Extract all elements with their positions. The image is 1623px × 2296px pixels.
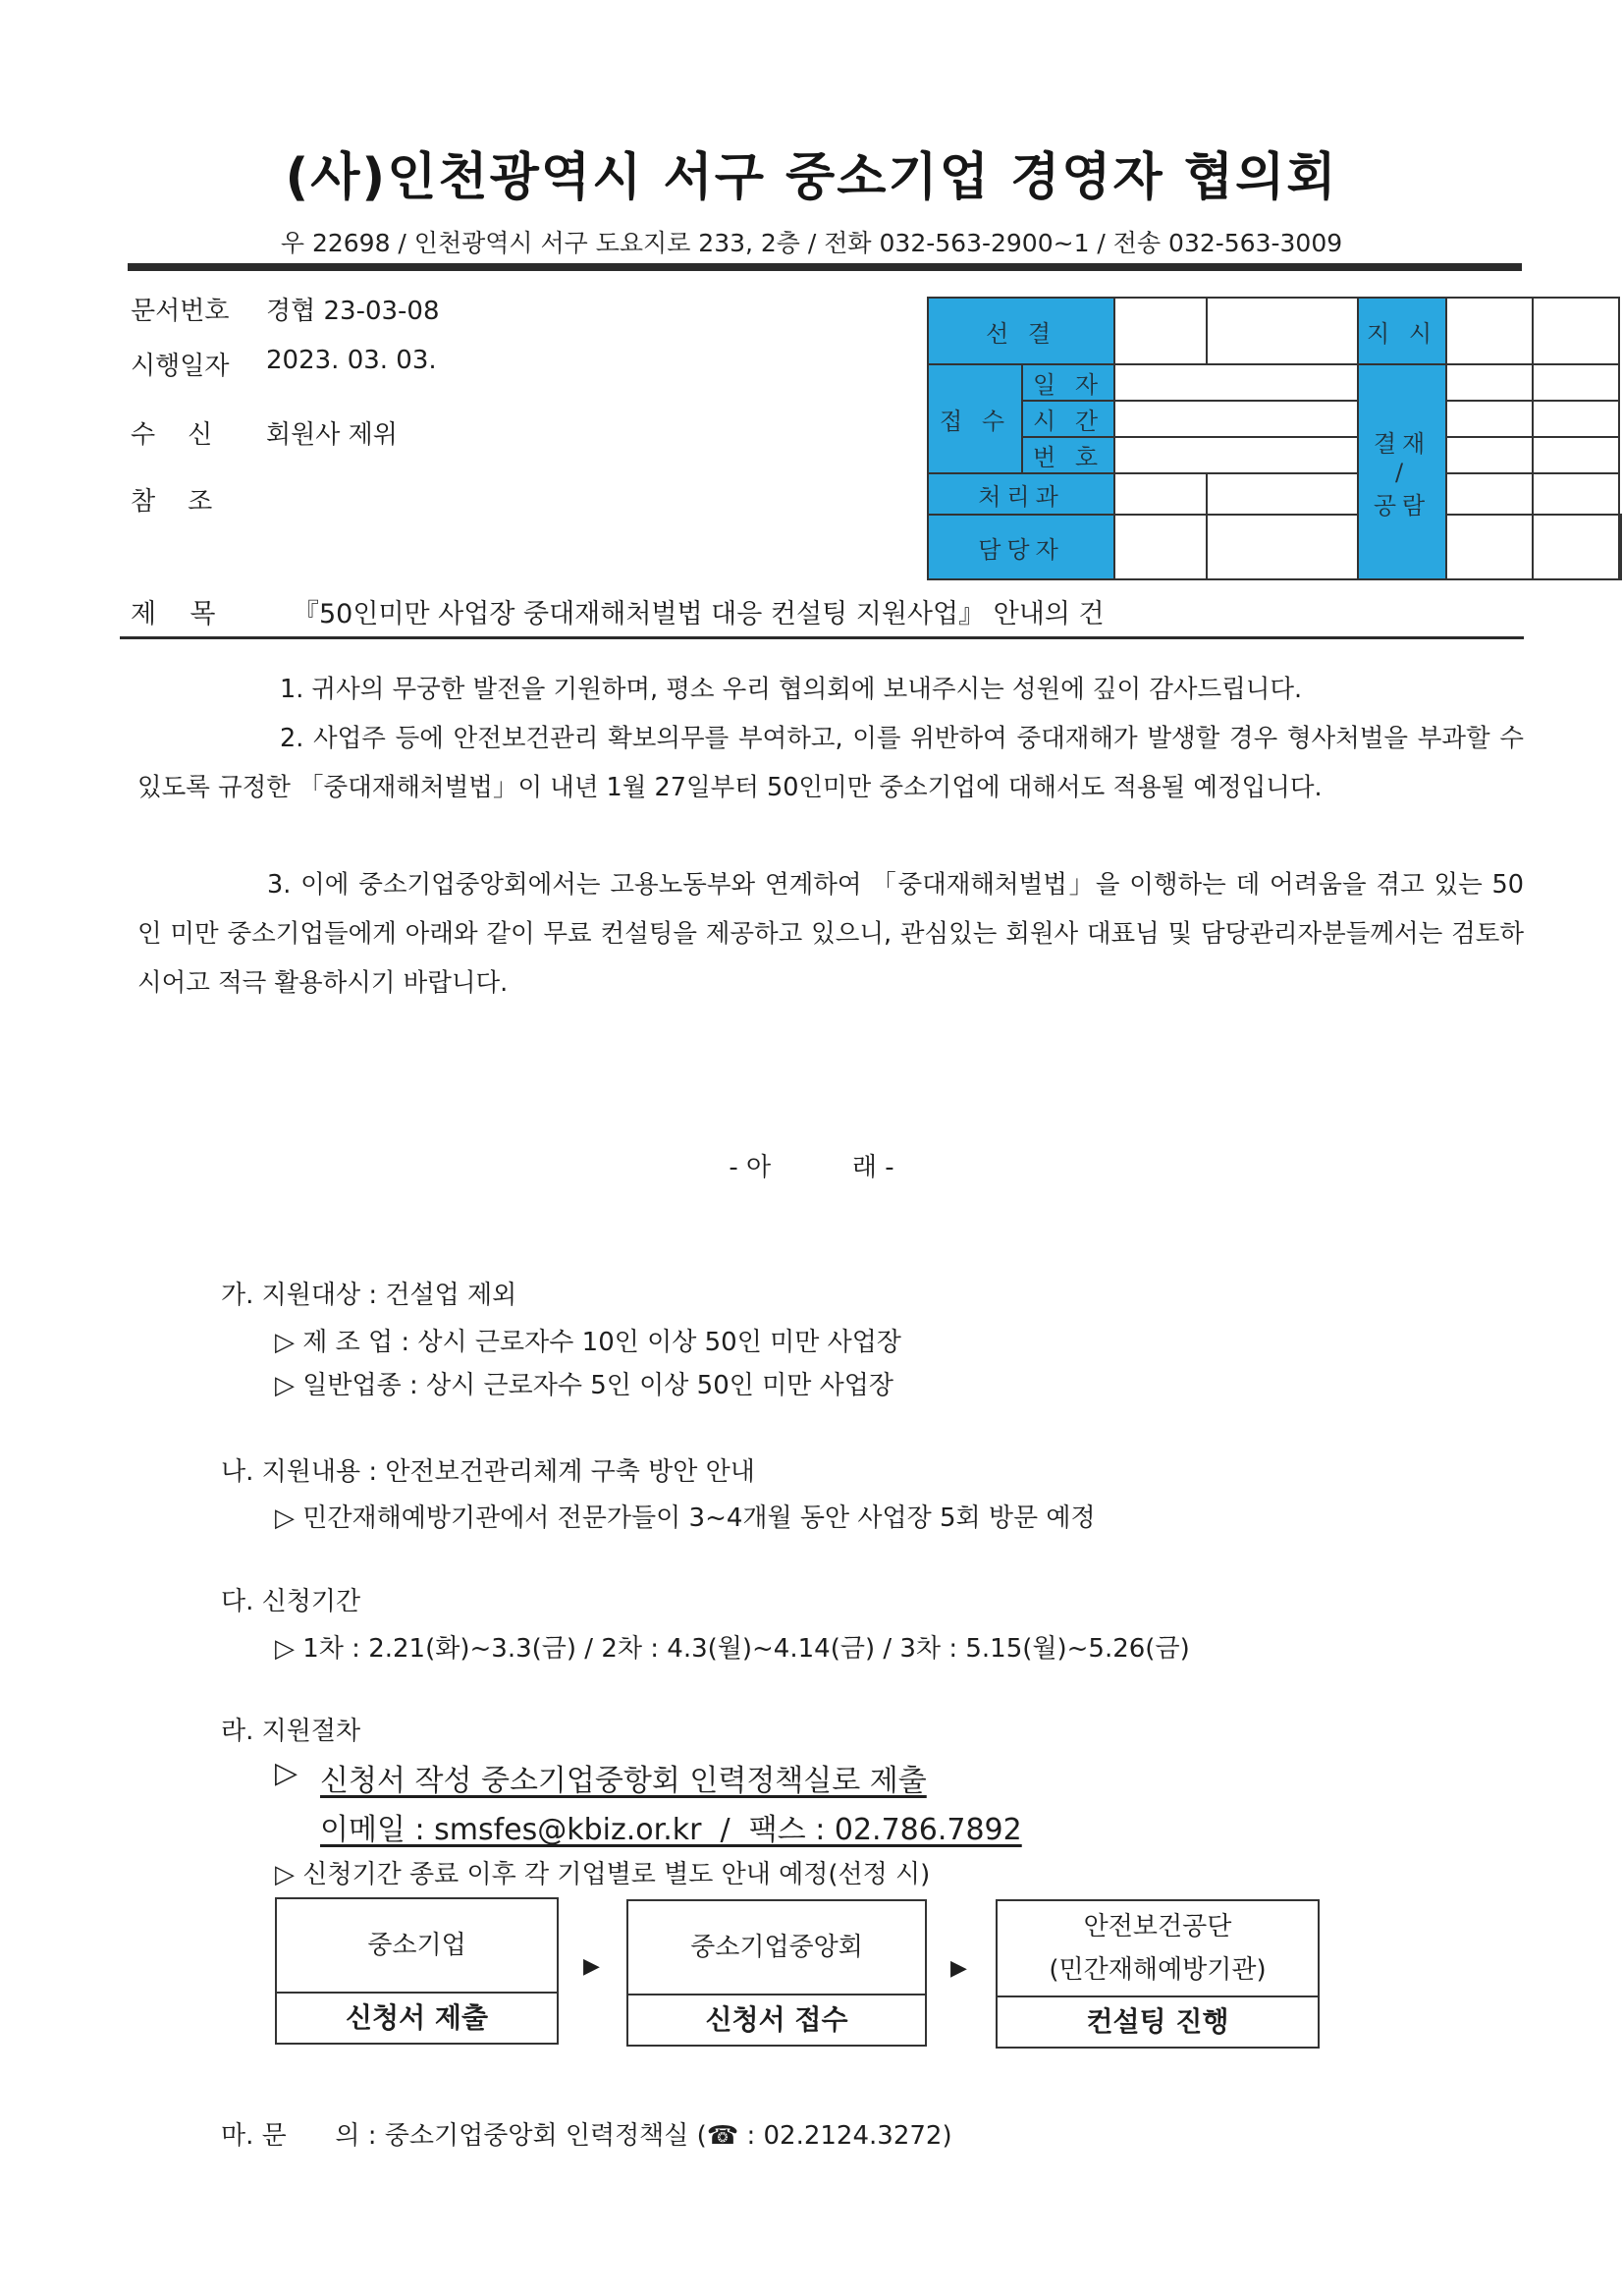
approval-gyeoljae-text: 결재 <box>1373 429 1432 458</box>
section-ra-arrow: ▷ <box>275 1756 298 1790</box>
paragraph-1 <box>137 665 1524 714</box>
flow-step-2 <box>626 1899 927 2047</box>
date: 2023. 03. 03. <box>266 346 437 375</box>
reference-label: 참 조 <box>131 487 213 517</box>
approval-cell <box>1533 298 1619 364</box>
approval-damdangja: 담당자 <box>928 515 1114 579</box>
approval-cheorigwa: 처리과 <box>928 473 1114 515</box>
flow-step-1-action: 신청서 제출 <box>277 1992 557 2043</box>
paragraph-2-text: 2. 사업주 등에 안전보건관리 확보의무를 부여하고, 이를 위반하여 중대재해가 발생할 경우 형사처벌을 부과할 수 있도록 규정한 「중대재해처벌법」이 내년 1월 27일부터 50인미만 중소기업에 대해서도 적용될 예정입니다. <box>137 724 1524 802</box>
approval-table <box>927 297 1622 580</box>
paragraph-3 <box>137 860 1524 1008</box>
subject-divider <box>120 636 1524 639</box>
flow-step-3-org-sub: (민간재해예방기관) <box>1049 1955 1267 1985</box>
approval-cell <box>1533 515 1619 579</box>
section-ma-contact: 마. 문 의 : 중소기업중앙회 인력정책실 (☎ : 02.2124.3272) <box>221 2121 952 2151</box>
approval-cell <box>1114 473 1207 515</box>
approval-sigan: 시 간 <box>1022 401 1114 437</box>
approval-cell <box>1446 401 1533 437</box>
approval-slash: / <box>1394 458 1410 486</box>
approval-cell <box>1619 515 1621 579</box>
flow-step-2-action: 신청서 접수 <box>628 1994 925 2045</box>
approval-cell <box>1114 437 1358 473</box>
approval-cell <box>1114 298 1207 364</box>
flow-arrow-icon: ▶ <box>583 1954 600 1979</box>
flow-step-3-org: 안전보건공단 <box>1083 1912 1232 1941</box>
approval-cell <box>1446 473 1533 515</box>
approval-cell <box>1114 515 1207 579</box>
section-ga-item-1: ▷ 제 조 업 : 상시 근로자수 10인 이상 50인 미만 사업장 <box>275 1328 901 1357</box>
doc-number-label: 문서번호 <box>131 297 230 326</box>
approval-cell <box>1533 437 1619 473</box>
section-ga-title: 가. 지원대상 : 건설업 제외 <box>221 1281 517 1310</box>
header-divider <box>128 263 1522 271</box>
approval-ilja: 일 자 <box>1022 364 1114 401</box>
approval-cell <box>1114 401 1358 437</box>
approval-jisi: 지 시 <box>1358 298 1446 364</box>
approval-cell <box>1207 515 1358 579</box>
section-ra-title: 라. 지원절차 <box>221 1717 361 1746</box>
approval-beonho: 번 호 <box>1022 437 1114 473</box>
approval-gongram: 공람 <box>1373 491 1432 519</box>
approval-seongyeol: 선 결 <box>928 298 1114 364</box>
section-na-title: 나. 지원내용 : 안전보건관리체계 구축 방안 안내 <box>221 1457 755 1487</box>
approval-cell <box>1446 515 1533 579</box>
notice-heading: - 아 래 - <box>729 1153 894 1182</box>
section-ra-contact: 이메일 : smsfes@kbiz.or.kr / 팩스 : 02.786.7892 <box>320 1813 1022 1847</box>
approval-cell <box>1446 298 1533 364</box>
paragraph-3-text: 3. 이에 중소기업중앙회에서는 고용노동부와 연계하여 「중대재해처벌법」을 이행하는 데 어려움을 겪고 있는 50인 미만 중소기업들에게 아래와 같이 무료 컨설팅을 제공하고 있으니, 관심있는 회원사 대표님 및 담당관리자분들께서는 검토하시어고 적극 활용하시기 바랍니다. <box>137 870 1524 998</box>
approval-cell <box>1207 298 1358 364</box>
flow-step-1-org: 중소기업 <box>367 1931 466 1960</box>
approval-cell <box>1446 364 1533 401</box>
section-ra-submit: 신청서 작성 중소기업중항회 인력정책실로 제출 <box>320 1764 927 1798</box>
section-na-item-1: ▷ 민간재해예방기관에서 전문가들이 3~4개월 동안 사업장 5회 방문 예정 <box>275 1503 1096 1533</box>
approval-cell <box>1533 473 1619 515</box>
date-label: 시행일자 <box>131 352 230 381</box>
approval-jeopsu: 접 수 <box>928 364 1022 473</box>
organization-title: (사)인천광역시 서구 중소기업 경영자 협의회 <box>285 148 1338 207</box>
section-da-item-1: ▷ 1차 : 2.21(화)~3.3(금) / 2차 : 4.3(월)~4.14(금) / 3차 : 5.15(월)~5.26(금) <box>275 1634 1190 1664</box>
paragraph-1-text: 1. 귀사의 무궁한 발전을 기원하며, 평소 우리 협의회에 보내주시는 성원에 깊이 감사드립니다. <box>280 675 1303 704</box>
subject-text: 『50인미만 사업장 중대재해처벌법 대응 컨설팅 지원사업』 안내의 건 <box>293 599 1105 629</box>
flow-step-2-org: 중소기업중앙회 <box>690 1933 863 1962</box>
approval-cell <box>1533 401 1619 437</box>
approval-cell <box>1446 437 1533 473</box>
subject-label: 제 목 <box>131 599 216 629</box>
recipient: 회원사 제위 <box>266 420 398 450</box>
section-ra-notice: ▷ 신청기간 종료 이후 각 기업별로 별도 안내 예정(선정 시) <box>275 1860 931 1889</box>
approval-cell <box>1207 473 1358 515</box>
paragraph-2 <box>137 714 1524 812</box>
flow-step-1 <box>275 1897 559 2045</box>
section-ga-item-2: ▷ 일반업종 : 상시 근로자수 5인 이상 50인 미만 사업장 <box>275 1371 893 1400</box>
recipient-label: 수 신 <box>131 420 213 450</box>
section-da-title: 다. 신청기간 <box>221 1587 361 1616</box>
flow-step-3-action: 컨설팅 진행 <box>998 1995 1318 2047</box>
flow-arrow-icon: ▶ <box>950 1956 967 1981</box>
doc-number: 경협 23-03-08 <box>266 297 440 326</box>
flow-step-3 <box>996 1899 1320 2049</box>
approval-gyeoljae <box>1358 364 1446 579</box>
approval-cell <box>1533 364 1619 401</box>
approval-cell <box>1114 364 1358 401</box>
organization-address: 우 22698 / 인천광역시 서구 도요지로 233, 2층 / 전화 032-563-2900~1 / 전송 032-563-3009 <box>280 229 1343 257</box>
